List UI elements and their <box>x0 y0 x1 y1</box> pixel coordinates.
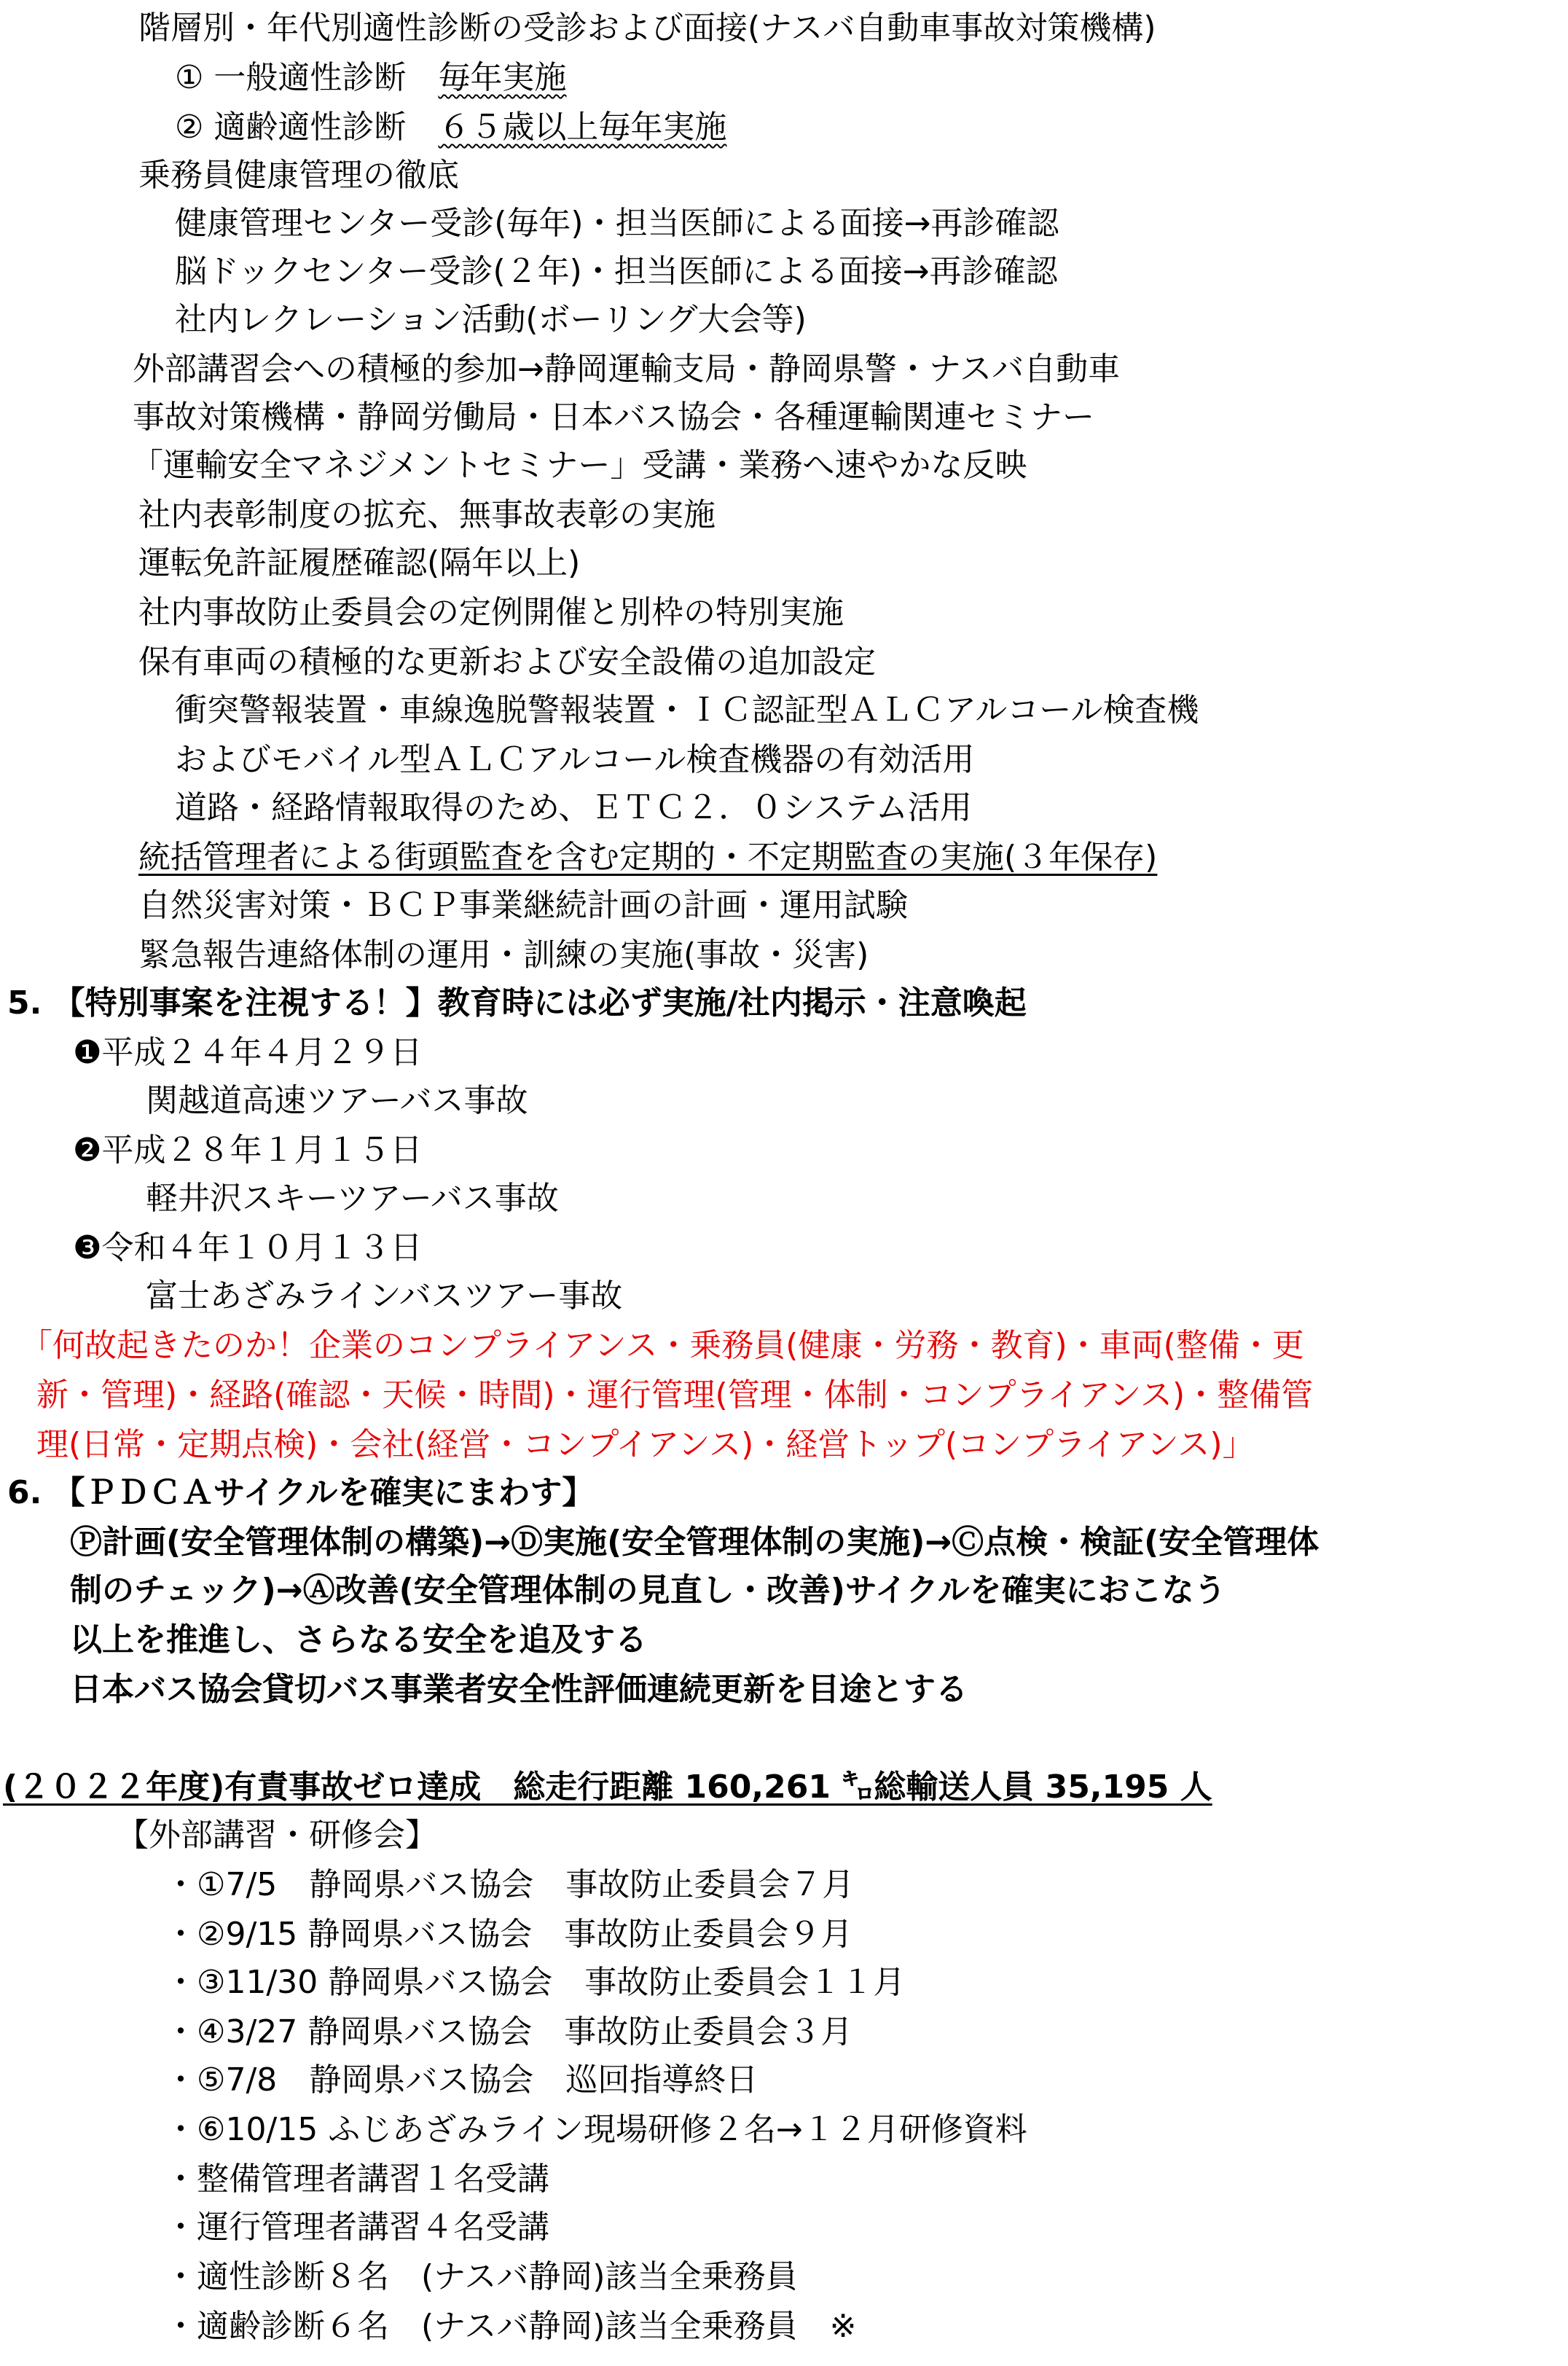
external-training-line: 事故対策機構・静岡労働局・日本バス協会・各種運輸関連セミナー <box>133 399 1094 436</box>
health-heading: 乗務員健康管理の徹底 <box>138 157 459 194</box>
section5-heading <box>7 979 1027 1027</box>
case-2-marker: ❷ <box>73 1132 102 1169</box>
evaluation-line: 日本バス協会貸切バス事業者安全性評価連続更新を目途とする <box>70 1671 968 1708</box>
training-item: ・運行管理者講習４名受講 <box>165 2209 549 2246</box>
external-training-line: 外部講習会への積極的参加→静岡運輸支局・静岡県警・ナスバ自動車 <box>133 350 1121 388</box>
case-2-date-line <box>73 1127 422 1175</box>
case-3-name: 富士あざみラインバスツアー事故 <box>146 1277 623 1315</box>
award-line: 社内表彰制度の拡充、無事故表彰の実施 <box>138 496 716 533</box>
case-1-marker: ❶ <box>73 1034 102 1071</box>
vehicle-heading: 保有車両の積極的な更新および安全設備の追加設定 <box>138 643 876 681</box>
training-item: ・整備管理者講習１名受講 <box>165 2161 549 2198</box>
case-2-date: 平成２８年１月１５日 <box>101 1132 423 1169</box>
pdca-line: 制のチェック)→Ⓐ改善(安全管理体制の見直し・改善)サイクルを確実におこなう <box>70 1572 1226 1609</box>
case-3-date-line <box>73 1224 422 1272</box>
compliance-note-line: 「何故起きたのか！企業のコンプライアンス・乗務員(健康・労務・教育)・車両(整備・更 <box>20 1327 1304 1364</box>
audit-line: 統括管理者による街頭監査を含む定期的・不定期監査の実施(３年保存) <box>138 839 1158 876</box>
section5-number: 5. <box>7 984 42 1022</box>
training-item: ・適齢診断６名 (ナスバ静岡)該当全乗務員 ※ <box>165 2308 857 2345</box>
training-item: ・④3/27 静岡県バス協会 事故防止委員会３月 <box>165 2013 853 2050</box>
disaster-line: 自然災害対策・ＢＣＰ事業継続計画の計画・運用試験 <box>138 887 908 924</box>
training-item: ・③11/30 静岡県バス協会 事故防止委員会１１月 <box>165 1964 906 2001</box>
diagnosis-heading: 階層別・年代別適性診断の受診および面接(ナスバ自動車事故対策機構) <box>138 9 1156 47</box>
case-1-date: 平成２４年４月２９日 <box>101 1034 423 1071</box>
section6-title: 【ＰＤＣＡサイクルを確実にまわす】 <box>52 1474 595 1511</box>
section6-number: 6. <box>7 1474 42 1511</box>
vehicle-item: およびモバイル型ＡＬＣアルコール検査機器の有効活用 <box>175 741 975 778</box>
case-3-date: 令和４年１０月１３日 <box>101 1229 423 1266</box>
case-1-date-line <box>73 1029 422 1077</box>
health-item: 脳ドックセンター受診(２年)・担当医師による面接→再診確認 <box>175 253 1058 290</box>
training-heading: 【外部講習・研修会】 <box>117 1817 437 1854</box>
training-item: ・②9/15 静岡県バス協会 事故防止委員会９月 <box>165 1916 853 1953</box>
training-item: ・⑥10/15 ふじあざみライン現場研修２名→１２月研修資料 <box>165 2111 1027 2148</box>
vehicle-item: 衝突警報装置・車線逸脱警報装置・ＩＣ認証型ＡＬＣアルコール検査機 <box>175 692 1199 729</box>
emergency-line: 緊急報告連絡体制の運用・訓練の実施(事故・災害) <box>138 936 869 974</box>
seminar-line: 「運輸安全マネジメントセミナー」受講・業務へ速やかな反映 <box>131 447 1027 484</box>
compliance-note-line: 理(日常・定期点検)・会社(経営・コンプイアンス)・経営トップ(コンプライアンス)」 <box>36 1426 1255 1463</box>
section5-title: 【特別事案を注視する！】教育時には必ず実施/社内掲示・注意喚起 <box>52 984 1027 1022</box>
license-line: 運転免許証履歴確認(隔年以上) <box>138 544 581 581</box>
diagnosis-age <box>175 103 726 152</box>
compliance-note-line: 新・管理)・経路(確認・天候・時間)・運行管理(管理・体制・コンプライアンス)・整備管 <box>36 1376 1314 1414</box>
health-item: 社内レクレーション活動(ボーリング大会等) <box>175 301 807 338</box>
case-3-marker: ❸ <box>73 1229 102 1266</box>
diagnosis-age-label: ② 適齢適性診断 <box>175 109 439 146</box>
diagnosis-general-value: 毎年実施 <box>438 59 567 96</box>
vehicle-item: 道路・経路情報取得のため、ＥＴＣ２．０システム活用 <box>175 789 972 826</box>
training-item: ・⑤7/8 静岡県バス協会 巡回指導終日 <box>165 2061 758 2099</box>
fy2022-summary: (２０２２年度)有責事故ゼロ達成 総走行距離 160,261 ㌔総輸送人員 35,195 人 <box>3 1768 1212 1806</box>
section6-heading <box>7 1469 594 1517</box>
case-2-name: 軽井沢スキーツアーバス事故 <box>146 1180 559 1217</box>
case-1-name: 関越道高速ツアーバス事故 <box>146 1082 528 1119</box>
training-item: ・適性診断８名 (ナスバ静岡)該当全乗務員 <box>165 2258 798 2295</box>
promote-line: 以上を推進し、さらなる安全を追及する <box>70 1621 647 1658</box>
diagnosis-age-value: ６５歳以上毎年実施 <box>438 109 727 146</box>
diagnosis-general-label: ① 一般適性診断 <box>175 59 439 96</box>
committee-line: 社内事故防止委員会の定例開催と別枠の特別実施 <box>138 594 844 631</box>
health-item: 健康管理センター受診(毎年)・担当医師による面接→再診確認 <box>175 205 1059 242</box>
training-item: ・①7/5 静岡県バス協会 事故防止委員会７月 <box>165 1866 855 1903</box>
pdca-line: Ⓟ計画(安全管理体制の構築)→Ⓓ実施(安全管理体制の実施)→Ⓒ点検・検証(安全管理体 <box>70 1524 1320 1561</box>
diagnosis-general <box>175 54 566 102</box>
